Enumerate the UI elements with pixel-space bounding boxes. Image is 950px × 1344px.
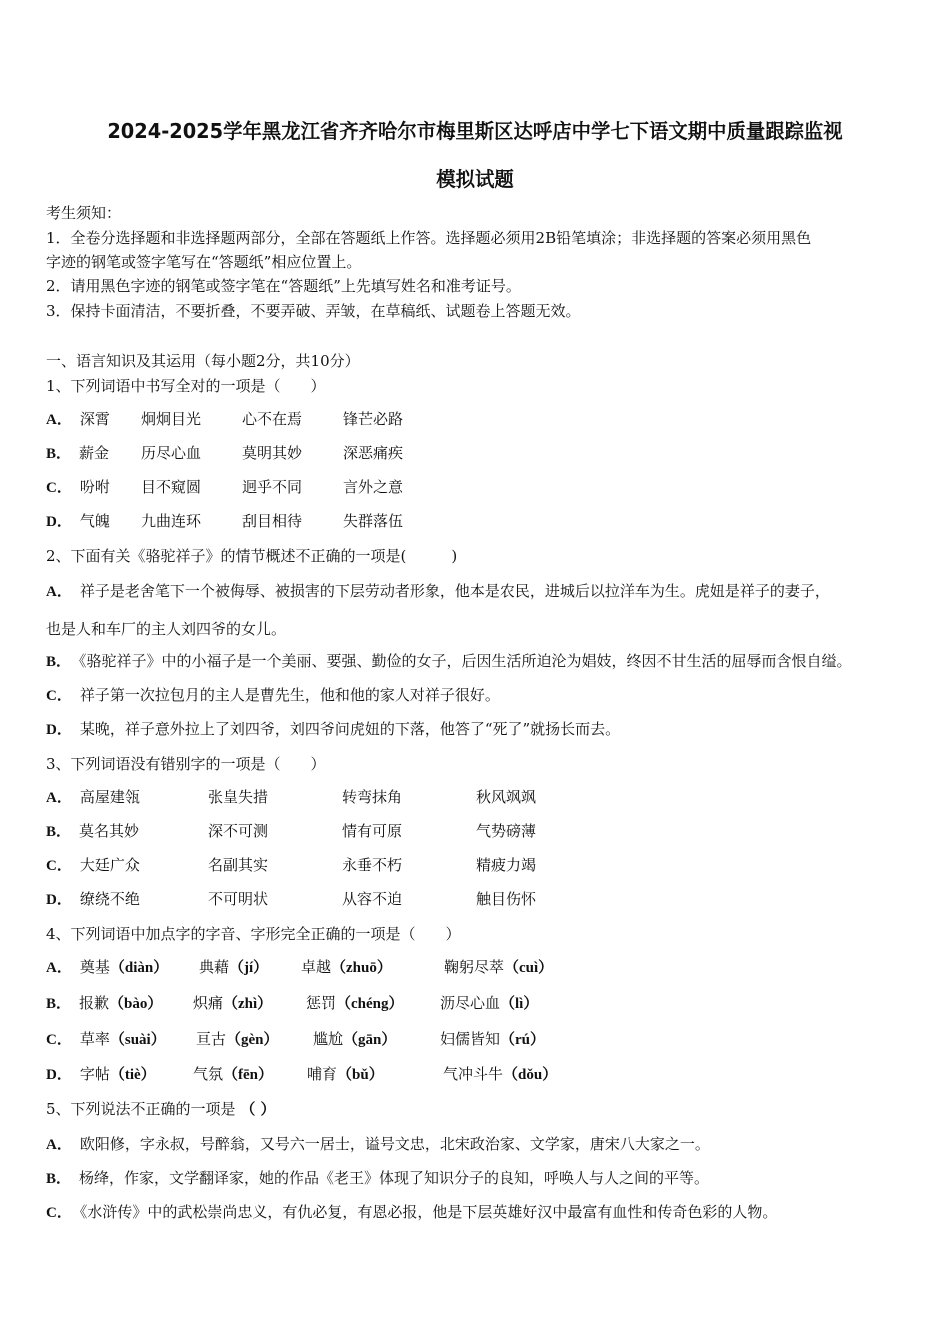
word: 九曲连环 [141, 512, 202, 530]
option-letter: A． [46, 1137, 72, 1153]
word: 缭绕不绝 [79, 890, 140, 908]
option-text: 欧阳修，字永叔，号醉翁，又号六一居士，谥号文忠，北宋政治家、文学家，唐宋八大家之一。 [79, 1135, 710, 1153]
pinyin: （tiè） [109, 1067, 156, 1083]
pinyin: （lì） [500, 996, 539, 1012]
pinyin: （gān） [343, 1032, 397, 1048]
notice-item-1b: 字迹的钢笔或签字笔写在“答题纸”相应位置上。 [46, 253, 362, 271]
word: 精疲力竭 [476, 856, 537, 874]
pinyin: （cuì） [504, 960, 554, 976]
option-letter: C． [46, 1032, 72, 1048]
word: 气势磅薄 [476, 822, 537, 840]
word: 哺育 [307, 1065, 338, 1083]
pinyin: （rú） [500, 1032, 546, 1048]
word: 目不窥圆 [141, 478, 202, 496]
option-letter: C． [46, 688, 72, 704]
option-letter: B． [46, 824, 72, 840]
option-letter: B． [46, 1171, 72, 1187]
word: 秋风飒飒 [476, 788, 537, 806]
option-letter: D． [46, 722, 72, 738]
option-letter: D． [46, 1067, 72, 1083]
word: 薪金 [79, 444, 110, 462]
word: 气魄 [79, 512, 110, 530]
pinyin: （zhì） [223, 996, 273, 1012]
word: 刮目相待 [242, 512, 303, 530]
q2-option-a [46, 581, 830, 602]
q4-stem: 4、下列词语中加点字的字音、字形完全正确的一项是（ ） [46, 925, 461, 943]
option-letter: B． [46, 654, 72, 670]
q3-stem: 3、下列词语没有错别字的一项是（ ） [46, 755, 326, 773]
word: 从容不迫 [342, 890, 403, 908]
word: 大廷广众 [79, 856, 140, 874]
pinyin: （jí） [229, 960, 269, 976]
word: 草率 [79, 1030, 110, 1048]
option-letter: C． [46, 480, 72, 496]
option-text: 某晚，祥子意外拉上了刘四爷，刘四爷问虎妞的下落，他答了“死了”就扬长而去。 [79, 720, 621, 738]
option-letter: A． [46, 960, 72, 976]
q2-stem: 2、下面有关《骆驼祥子》的情节概述不正确的一项是( ) [46, 547, 458, 565]
word: 气冲斗牛 [443, 1065, 504, 1083]
word: 深不可测 [208, 822, 269, 840]
pinyin: （diàn） [109, 960, 169, 976]
pinyin: （gèn） [226, 1032, 279, 1048]
word: 莫名其妙 [79, 822, 140, 840]
exam-title-line1: 2024-2025学年黑龙江省齐齐哈尔市梅里斯区达呼店中学七下语文期中质量跟踪监视 [107, 119, 843, 143]
exam-title-line2: 模拟试题 [436, 167, 514, 191]
word: 历尽心血 [141, 444, 202, 462]
word: 尴尬 [313, 1030, 344, 1048]
option-letter: C． [46, 1205, 72, 1221]
option-letter: B． [46, 446, 72, 462]
word: 情有可原 [342, 822, 403, 840]
word: 不可明状 [208, 890, 269, 908]
word: 锋芒必路 [343, 410, 404, 428]
option-letter: A． [46, 412, 72, 428]
word: 惩罚 [306, 994, 337, 1012]
pinyin: （bào） [109, 996, 163, 1012]
q2-option-c [46, 685, 500, 706]
word: 炽痛 [193, 994, 224, 1012]
pinyin: （dǒu） [503, 1067, 558, 1083]
word: 失群落伍 [343, 512, 404, 530]
option-letter: D． [46, 514, 72, 530]
word: 鞠躬尽萃 [444, 958, 505, 976]
notice-heading: 考生须知： [46, 204, 122, 222]
word: 永垂不朽 [342, 856, 403, 874]
option-text: 杨绛，作家，文学翻译家，她的作品《老王》体现了知识分子的良知，呼唤人与人之间的平等。 [79, 1169, 710, 1187]
word: 炯炯目光 [141, 410, 202, 428]
word: 报歉 [79, 994, 110, 1012]
option-text: 《水浒传》中的武松崇尚忠义，有仇必复，有恩必报，他是下层英雄好汉中最富有血性和传奇色彩的人物。 [79, 1203, 778, 1221]
word: 亘古 [196, 1030, 227, 1048]
word: 张皇失措 [208, 788, 269, 806]
section-heading: 一、语言知识及其运用（每小题2分，共10分） [46, 352, 360, 370]
word: 转弯抹角 [342, 788, 403, 806]
q2-option-d [46, 719, 620, 740]
option-letter: A． [46, 584, 72, 600]
word: 深霄 [79, 410, 110, 428]
word: 深恶痛疾 [343, 444, 404, 462]
option-letter: A． [46, 790, 72, 806]
notice-item-2: 2．请用黑色字迹的钢笔或签字笔在“答题纸”上先填写姓名和准考证号。 [46, 277, 521, 295]
word: 妇儒皆知 [440, 1030, 501, 1048]
word: 奠基 [79, 958, 110, 976]
option-text: 祥子第一次拉包月的主人是曹先生，他和他的家人对祥子很好。 [79, 686, 500, 704]
option-letter: B． [46, 996, 72, 1012]
pinyin: （fēn） [223, 1067, 274, 1083]
word: 名副其实 [208, 856, 269, 874]
word: 典藉 [199, 958, 230, 976]
word: 莫明其妙 [242, 444, 303, 462]
option-letter: D． [46, 892, 72, 908]
notice-item-1a: 1．全卷分选择题和非选择题两部分，全部在答题纸上作答。选择题必须用2B铅笔填涂；非选择题的答案必须用黑色 [46, 229, 812, 247]
word: 迥乎不同 [242, 478, 303, 496]
q5-option-c [46, 1202, 777, 1223]
q5-stem-text: 5、下列说法不正确的一项是 [46, 1100, 236, 1118]
word: 沥尽心血 [440, 994, 501, 1012]
q2-option-a-cont: 也是人和车厂的主人刘四爷的女儿。 [46, 620, 287, 638]
word: 气氛 [193, 1065, 224, 1083]
word: 字帖 [79, 1065, 110, 1083]
pinyin: （suài） [109, 1032, 166, 1048]
option-letter: C． [46, 858, 72, 874]
q5-option-b [46, 1168, 709, 1189]
word: 卓越 [301, 958, 332, 976]
word: 高屋建瓴 [79, 788, 140, 806]
word: 触目伤怀 [476, 890, 537, 908]
q2-option-b [46, 651, 852, 672]
q1-stem: 1、下列词语中书写全对的一项是（ ） [46, 377, 326, 395]
pinyin: （chéng） [336, 996, 404, 1012]
q5-stem [46, 1099, 276, 1119]
q5-option-a [46, 1134, 710, 1155]
pinyin: （zhuō） [331, 960, 392, 976]
word: 心不在焉 [242, 410, 303, 428]
option-text: 祥子是老舍笔下一个被侮辱、被损害的下层劳动者形象，他本是农民，进城后以拉洋车为生。虎妞是祥子的妻子， [79, 582, 830, 600]
notice-item-3: 3．保持卡面清洁，不要折叠，不要弄破、弄皱，在草稿纸、试题卷上答题无效。 [46, 302, 581, 320]
q5-answer-paren: （ ） [240, 1100, 276, 1118]
word: 言外之意 [343, 478, 404, 496]
option-text: 《骆驼祥子》中的小福子是一个美丽、要强、勤俭的女子，后因生活所迫沦为娼妓，终因不甘生活的屈辱而含恨自缢。 [79, 652, 852, 670]
word: 吩咐 [79, 478, 110, 496]
pinyin: （bǔ） [337, 1067, 384, 1083]
